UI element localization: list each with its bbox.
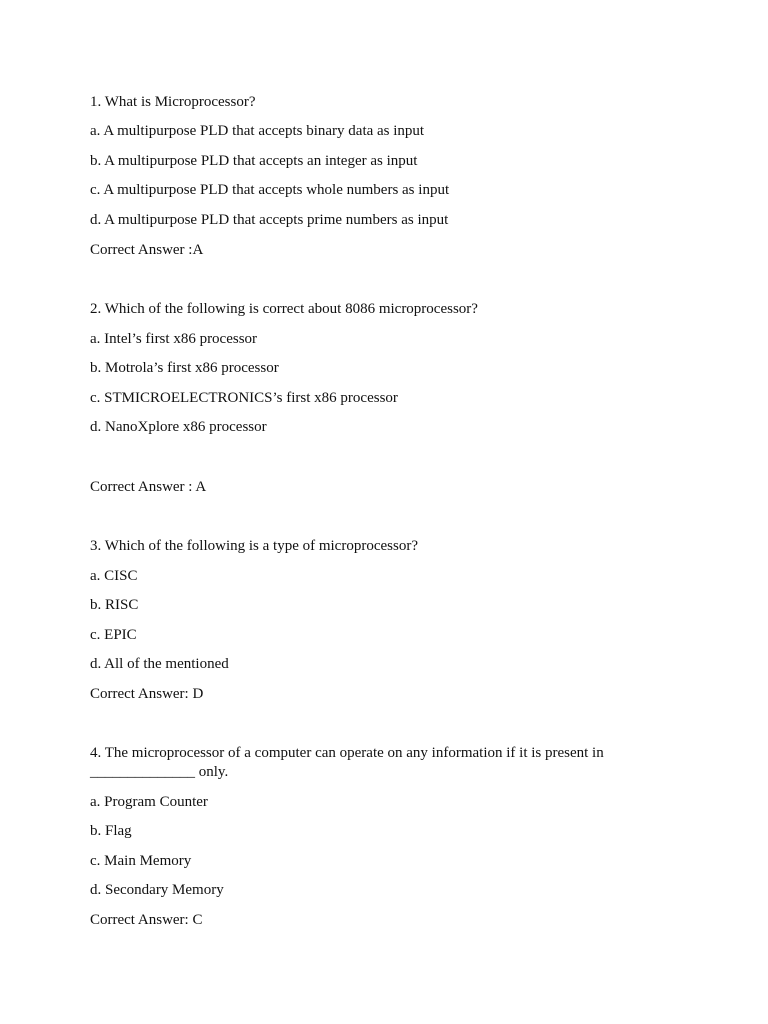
question-3-option-c: c. EPIC — [90, 627, 137, 643]
question-4-option-d: d. Secondary Memory — [90, 882, 224, 898]
question-2-option-a: a. Intel’s first x86 processor — [90, 331, 258, 347]
question-3-option-b: b. RISC — [90, 597, 139, 613]
question-3-answer: Correct Answer: D — [90, 686, 204, 702]
question-1-option-d: d. A multipurpose PLD that accepts prime numbers as input — [90, 212, 449, 228]
question-2-text: 2. Which of the following is correct about 8086 microprocessor? — [90, 301, 478, 317]
question-1-text: 1. What is Microprocessor? — [90, 94, 256, 110]
question-2-answer: Correct Answer : A — [90, 479, 207, 495]
question-3-option-a: a. CISC — [90, 568, 138, 584]
question-1-option-c: c. A multipurpose PLD that accepts whole numbers as input — [90, 182, 450, 198]
question-2-option-c: c. STMICROELECTRONICS’s first x86 processor — [90, 390, 398, 406]
question-1-option-b: b. A multipurpose PLD that accepts an integer as input — [90, 153, 418, 169]
question-4-option-b: b. Flag — [90, 823, 132, 839]
question-3-option-d: d. All of the mentioned — [90, 656, 229, 672]
question-3-text: 3. Which of the following is a type of microprocessor? — [90, 538, 418, 554]
question-4-answer: Correct Answer: C — [90, 912, 203, 928]
question-4-option-c: c. Main Memory — [90, 853, 192, 869]
question-1-answer: Correct Answer :A — [90, 242, 204, 258]
question-1-option-a: a. A multipurpose PLD that accepts binary data as input — [90, 123, 425, 139]
question-2-option-b: b. Motrola’s first x86 processor — [90, 360, 279, 376]
question-2-option-d: d. NanoXplore x86 processor — [90, 419, 267, 435]
question-4-text: 4. The microprocessor of a computer can operate on any information if it is present in ______________ only. — [90, 745, 604, 780]
question-4-option-a: a. Program Counter — [90, 794, 208, 810]
